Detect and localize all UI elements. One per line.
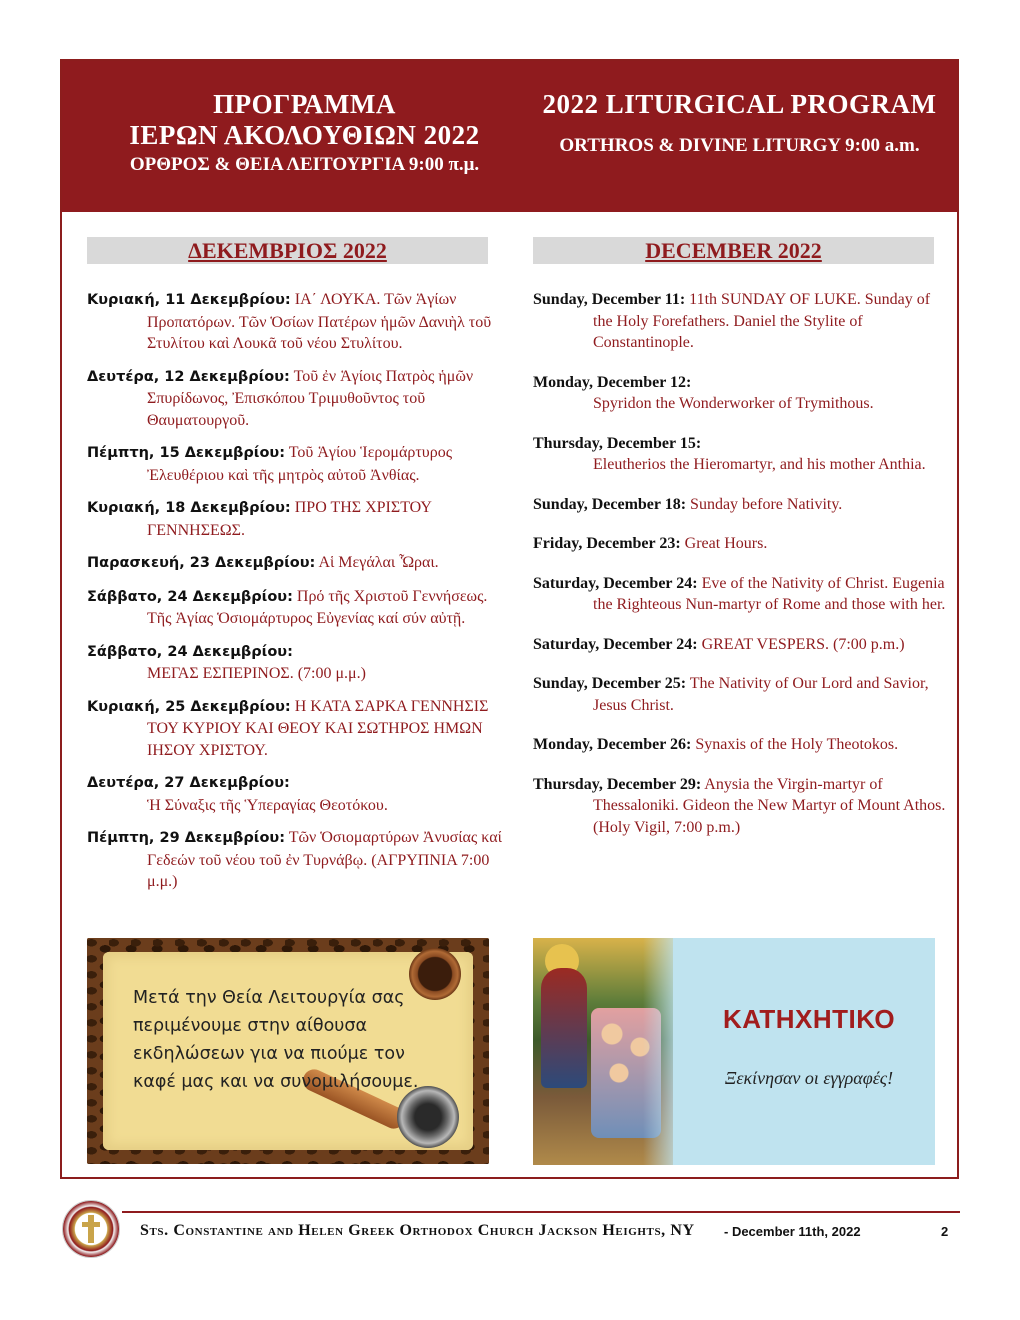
entry-text: Eve of the Nativity of Christ. Eugenia the Righteous Nun-martyr of Rome and those with her. (593, 574, 946, 613)
entry-text: Τοῦ ἐν Ἁγίοις Πατρὸς ἡμῶν Σπυρίδωνος, Ἐπισκόπου Τριμυθοῦντος τοῦ Θαυματουργοῦ. (147, 367, 474, 429)
catechism-subtitle: Ξεκίνησαν οι εγγραφές! (724, 1068, 894, 1088)
english-title: 2022 LITURGICAL PROGRAM (542, 89, 937, 119)
entry-date: Saturday, December 24: (533, 635, 698, 653)
english-header (517, 89, 962, 158)
english-schedule-list (533, 289, 953, 838)
entry-date: Sunday, December 25: (533, 675, 687, 692)
entry-text: ΜΕΓΑΣ ΕΣΠΕΡΙΝΟΣ. (7:00 μ.μ.) (147, 665, 366, 682)
schedule-entry (533, 372, 953, 415)
entry-date: Friday, December 23: (533, 535, 681, 552)
schedule-entry (533, 634, 953, 656)
entry-text: Synaxis of the Holy Theotokos. (695, 736, 899, 753)
church-seal-logo (62, 1200, 120, 1258)
catechism-ad (533, 938, 935, 1165)
schedule-entry (87, 827, 507, 893)
entry-date: Πέμπτη, 29 Δεκεμβρίου: (87, 830, 286, 846)
greek-header (62, 89, 547, 177)
schedule-entry (87, 289, 507, 355)
schedule-entry (87, 772, 507, 816)
entry-date: Σάββατο, 24 Δεκεμβρίου: (87, 643, 293, 660)
entry-date: Κυριακή, 25 Δεκεμβρίου: (87, 698, 291, 715)
schedule-entry (533, 433, 953, 476)
entry-text: Sunday before Nativity. (690, 495, 843, 513)
schedule-entry (87, 696, 507, 762)
coffee-hour-ad (87, 938, 489, 1164)
footer-church-name: Sts. Constantine and Helen Greek Orthodox Church Jackson Heights, NY (140, 1222, 695, 1239)
greek-title-line1: ΠΡΟΓΡΑΜΜΑ (213, 89, 396, 119)
entry-text: Anysia the Virgin-martyr of Thessaloniki. Gideon the New Martyr of Mount Athos. (Holy Vigil, 7:00 p.m.) (593, 775, 946, 836)
schedule-entry (87, 641, 507, 685)
entry-text: ΠΡΟ ΤΗΣ ΧΡΙΣΤΟΥ ΓΕΝΝΗΣΕΩΣ. (147, 499, 432, 539)
entry-date: Monday, December 12: (533, 373, 692, 391)
entry-date: Sunday, December 18: (533, 495, 687, 513)
entry-text: The Nativity of Our Lord and Savior, Jesus Christ. (593, 675, 929, 714)
schedule-entry (533, 573, 953, 616)
entry-text: Great Hours. (684, 535, 768, 552)
entry-date: Thursday, December 29: (533, 775, 702, 793)
greek-month-heading: ΔΕΚΕΜΒΡΙΟΣ 2022 (87, 237, 488, 264)
image-fade (643, 938, 683, 1165)
entry-date: Σάββατο, 24 Δεκεμβρίου: (87, 588, 293, 605)
entry-text: Αἱ Μεγάλαι Ὧραι. (318, 554, 439, 571)
entry-text: Spyridon the Wonderworker of Trymithous. (593, 395, 874, 412)
page-frame (60, 59, 959, 1179)
schedule-entry (87, 552, 507, 575)
schedule-entry (87, 586, 507, 630)
christ-figure (541, 968, 587, 1088)
catechism-title: ΚΑΤΗΧΗΤΙΚΟ (722, 1004, 896, 1034)
greek-schedule-list (87, 289, 507, 893)
entry-text: Η ΚΑΤΑ ΣΑΡΚΑ ΓΕΝΝΗΣΙΣ ΤΟΥ ΚΥΡΙΟΥ ΚΑΙ ΘΕΟΥ ΚΑΙ ΣΩΤΗΡΟΣ ΗΜΩΝ ΙΗΣΟΥ ΧΡΙΣΤΟΥ. (147, 697, 489, 759)
entry-date: Monday, December 26: (533, 736, 692, 753)
schedule-entry (87, 442, 507, 486)
footer-date: - December 11th, 2022 (724, 1224, 861, 1239)
entry-date: Κυριακή, 11 Δεκεμβρίου: (87, 292, 291, 308)
entry-text: Eleutherios the Hieromartyr, and his mother Anthia. (593, 456, 926, 473)
entry-text: Τοῦ Ἁγίου Ἱερομάρτυρος Ἐλευθέριου καὶ τῆς μητρὸς αὐτοῦ Ἀνθίας. (147, 444, 453, 484)
entry-text: Τῶν Ὁσιομαρτύρων Ἀνυσίας καί Γεδεών τοῦ νέου τοῦ ἐν Τυρνάβῳ. (ΑΓΡΥΠΝΙΑ 7:00 μ.μ.) (147, 829, 502, 890)
cross-icon (88, 1215, 94, 1243)
entry-date: Thursday, December 15: (533, 434, 702, 452)
entry-date: Saturday, December 24: (533, 574, 698, 592)
entry-text: 11th SUNDAY OF LUKE. Sunday of the Holy Forefathers. Daniel the Stylite of Constantinople. (593, 291, 931, 351)
entry-date: Δευτέρα, 27 Δεκεμβρίου: (87, 775, 290, 791)
entry-text: GREAT VESPERS. (7:00 p.m.) (701, 635, 905, 653)
english-subtitle: ORTHROS & DIVINE LITURGY 9:00 a.m. (559, 135, 920, 156)
schedule-entry (533, 533, 953, 555)
english-month-heading: DECEMBER 2022 (533, 237, 934, 264)
coffee-ad-text: Μετά την Θεία Λειτουργία σας περιμένουμε στην αίθουσα εκδηλώσεων για να πιούμε τον καφέ μας και να συνομιλήσουμε. (133, 988, 419, 1092)
header-banner (62, 61, 957, 212)
greek-title-line2: ΙΕΡΩΝ ΑΚΟΛΟΥΘΙΩΝ 2022 (129, 120, 480, 150)
greek-subtitle: ΟΡΘΡΟΣ & ΘΕΙΑ ΛΕΙΤΟΥΡΓΙΑ 9:00 π.μ. (129, 154, 480, 175)
entry-date: Κυριακή, 18 Δεκεμβρίου: (87, 500, 291, 516)
entry-text: ΙΑ΄ ΛΟΥΚΑ. Τῶν Ἁγίων Προπατόρων. Τῶν Ὁσίων Πατέρων ἡμῶν Δανιὴλ τοῦ Στυλίτου καὶ Λουκᾶ τοῦ νέου Στυλίτου. (147, 291, 492, 352)
schedule-entry (87, 366, 507, 432)
schedule-entry (533, 494, 953, 516)
schedule-entry (533, 734, 953, 756)
entry-date: Sunday, December 11: (533, 291, 686, 308)
entry-date: Δευτέρα, 12 Δεκεμβρίου: (87, 368, 290, 385)
entry-text: Πρό τῆς Χριστοῦ Γεννήσεως. Τῆς Ἁγίας Ὁσιομάρτυρος Εὐγενίας καί σύν αὐτῇ. (147, 587, 488, 627)
footer-divider (122, 1211, 960, 1213)
schedule-entry (87, 497, 507, 541)
entry-date: Παρασκευή, 23 Δεκεμβρίου: (87, 555, 316, 571)
schedule-entry (533, 774, 953, 839)
schedule-entry (533, 673, 953, 716)
entry-text: Ἡ Σύναξις τῆς Ὑπεραγίας Θεοτόκου. (147, 796, 388, 814)
schedule-entry (533, 289, 953, 354)
entry-date: Πέμπτη, 15 Δεκεμβρίου: (87, 445, 286, 461)
page-number: 2 (941, 1224, 949, 1239)
